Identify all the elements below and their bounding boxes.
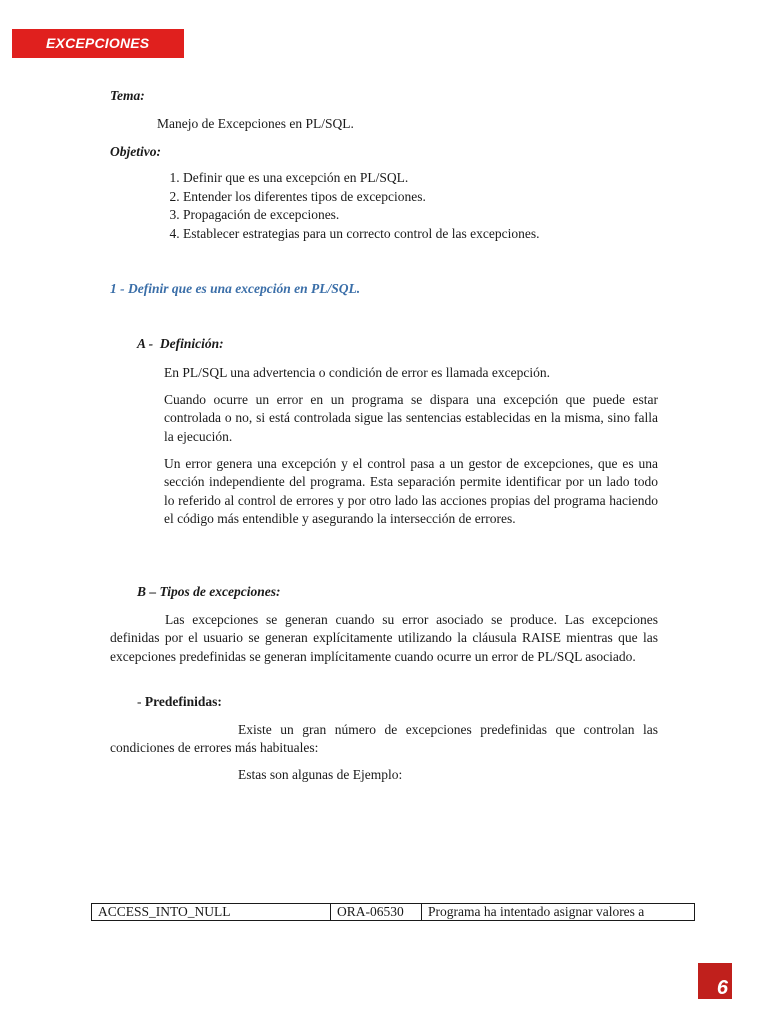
predefinidas-dash: - xyxy=(137,694,145,709)
exceptions-table xyxy=(91,903,695,921)
subsection-a-title: Definición: xyxy=(159,336,224,351)
definicion-paragraph-1: En PL/SQL una advertencia o condición de error es llamada excepción. xyxy=(164,365,550,380)
tema-label: Tema: xyxy=(110,88,145,103)
objetivo-item: 2. Entender los diferentes tipos de excepciones. xyxy=(183,188,539,207)
table-row xyxy=(92,904,695,921)
table-cell-description: Programa ha intentado asignar valores a xyxy=(422,904,695,921)
header-title: EXCEPCIONES xyxy=(46,35,150,51)
predefinidas-paragraph: Existe un gran número de excepciones predefinidas que controlan las condiciones de errores más habituales: xyxy=(110,722,658,756)
examples-intro: Estas son algunas de Ejemplo: xyxy=(238,767,403,782)
page-number-badge xyxy=(698,963,732,999)
subsection-a-prefix: A - xyxy=(137,336,154,351)
table-cell-error-code: ORA-06530 xyxy=(331,904,422,921)
objetivo-label: Objetivo: xyxy=(110,144,161,159)
subsection-b-title: B – Tipos de excepciones: xyxy=(137,584,281,599)
tipos-paragraph: Las excepciones se generan cuando su error asociado se produce. Las excepciones definidas por el usuario se generan explícitamente utilizando la cláusula RAISE mientras que las excepciones predefinidas se generan implícitamente cuando ocurre un error de PL/SQL asociado. xyxy=(110,612,658,664)
objetivo-item: 4. Establecer estrategias para un correcto control de las excepciones. xyxy=(183,225,539,244)
definicion-paragraph-2: Cuando ocurre un error en un programa se dispara una excepción que puede estar controlada o no, si está controlada sigue las sentencias establecidas en la misma, sino falla la ejecución. xyxy=(164,392,658,444)
tema-text: Manejo de Excepciones en PL/SQL. xyxy=(157,116,354,131)
subsection-a-heading xyxy=(137,336,224,352)
section-1-title: 1 - Definir que es una excepción en PL/SQL. xyxy=(110,281,361,296)
predefinidas-heading xyxy=(137,694,222,710)
objetivo-item: 3. Propagación de excepciones. xyxy=(183,206,539,225)
document-header-banner xyxy=(12,29,184,58)
objetivo-item: 1. Definir que es una excepción en PL/SQL. xyxy=(183,169,539,188)
table-cell-exception-name: ACCESS_INTO_NULL xyxy=(92,904,331,921)
definicion-paragraph-3: Un error genera una excepción y el control pasa a un gestor de excepciones, que es una sección independiente del programa. Esta separación permite identificar por un lado todo lo referido al control de errores y por otro lado las acciones propias del programa haciendo el código más entendible y asegurando la intersección de errores. xyxy=(164,456,658,527)
objetivo-list xyxy=(158,169,539,243)
predefinidas-label: Predefinidas: xyxy=(144,694,222,709)
page-number: 6 xyxy=(716,977,728,999)
